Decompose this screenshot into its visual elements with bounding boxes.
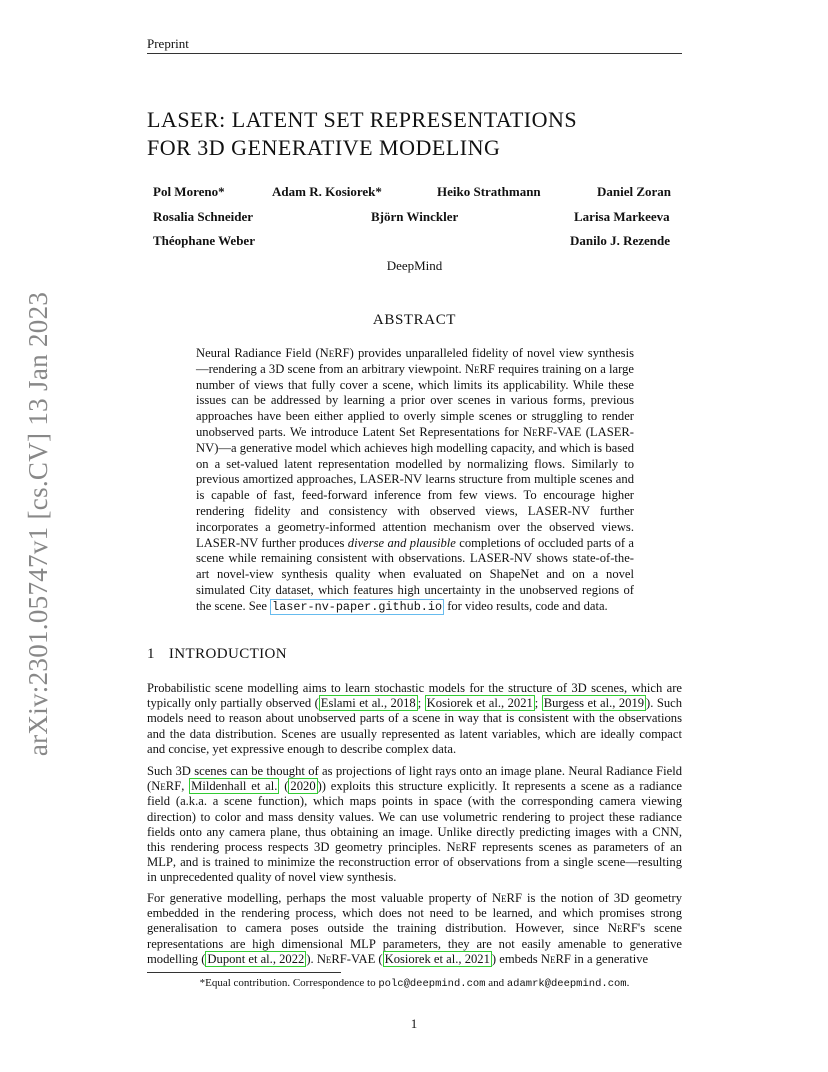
author-name: Björn Winckler [371,208,459,224]
body-text: parameters, they are not easily amenable to generative modelling ( [147,936,682,966]
body-text: ) embeds [491,951,541,966]
affiliation: DeepMind [386,258,443,273]
header-rule [147,53,682,54]
author-name: Larisa Markeeva [574,208,670,224]
paragraph [147,764,682,886]
body-text: For generative modelling, perhaps the most valuable property of [147,891,492,905]
paragraph [147,891,682,967]
body-text: 's scene representations are high dimensional [147,921,682,951]
arxiv-id: arXiv:2301.05747v1 [cs.CV] 13 Jan 2023 [23,291,53,757]
abstract-text: (LASER-NV)—a generative model which achieves high modelling capacity, and which is based on a set-valued latent representation modelled by normalizing flows. Similarly to previous amortized approaches, LASER-NV learns structure from multiple scenes and is capable of fast, feed-forward inference from few views. To encourage higher rendering fidelity and consistency with observed views, LASER-NV further incorporates a geometry-informed attention mechanism over the observed views. LASER-NV further produces [196,424,634,550]
abstract-heading: ABSTRACT [372,312,457,328]
footnote [147,977,682,990]
author-name: Daniel Zoran [597,184,672,199]
citation-link[interactable]: Burgess et al., 2019 [543,696,645,711]
body-text: ). [306,951,317,966]
citation-link[interactable]: 2020 [290,779,316,794]
acronym: NeRF-VAE [523,424,582,439]
acronym: NeRF [464,361,495,376]
paragraph [147,681,682,757]
acronym: NeRF [446,840,477,855]
body-text: ( [279,779,289,794]
footnote-text: . [626,977,630,989]
author-name: Rosalia Schneider [153,208,254,224]
acronym: NeRF [491,891,522,905]
body-text: ). Such models need to reason about unobserved parts of a scene in way that is consistent with the observations and the data distribution. Scenes are usually represented as latent variables, which are ideally compact and concise, yet expressive enough to describe complex data. [147,696,683,756]
paper-title [147,106,577,162]
project-link[interactable]: laser-nv-paper.github.io [272,599,443,614]
citation-link[interactable]: Eslami et al., 2018 [320,696,416,711]
citation-link[interactable]: Mildenhall et al. [191,779,278,794]
title-line-2: FOR 3D GENERATIVE MODELING [147,135,501,160]
email-link[interactable]: polc@deepmind.com [378,978,486,990]
section-heading [147,646,287,663]
footnote-rule [147,972,341,973]
body-text: , [181,779,190,794]
running-header: Preprint [147,36,189,51]
author-name: Pol Moreno* [153,184,225,199]
acronym: NeRF [319,346,350,360]
abstract-text: Neural Radiance Field ( [196,346,320,360]
emphasis: diverse and plausible [347,535,456,550]
body-text: ; [534,696,542,711]
author-row [147,184,682,209]
body-text: ( [375,951,383,966]
title-line-1: LASER: LATENT SET REPRESENTATIONS [147,107,578,132]
section-number: 1 [147,646,155,662]
author-name: Théophane Weber [153,233,255,248]
citation-link[interactable]: Dupont et al., 2022 [207,951,305,966]
body-text: ; [417,696,425,711]
abstract-text: ) provides unparalleled fidelity of novel view synthesis—rendering a 3D scene from an arbitrary viewpoint. [196,346,634,376]
body-text: Such 3D scenes can be thought of as projections of light rays onto an image plane. Neural Radiance Field ( [147,764,682,794]
acronym: MLP [349,936,376,951]
citation-link[interactable]: Kosiorek et al., 2021 [426,696,533,711]
body-text: Probabilistic scene modelling aims to learn stochastic models for the structure of 3D scenes, which are typically only partially observed ( [147,681,682,711]
page-number: 1 [410,1016,418,1031]
author-block [147,184,682,258]
body-text: in a generative [570,951,649,966]
acronym: MLP [147,855,173,870]
acronym: NeRF [151,779,182,794]
author-name: Adam R. Kosiorek* [272,184,382,199]
abstract-text: for video results, code and data. [444,598,608,613]
author-row [147,209,682,234]
footnote-text: and [485,977,507,989]
author-name: Heiko Strathmann [437,184,541,199]
acronym: NeRF [540,951,571,966]
body-text: represents scenes as parameters of an [476,840,682,855]
section-title: INTRODUCTION [168,646,288,662]
email-link[interactable]: adamrk@deepmind.com [506,978,627,990]
body-text: , and is trained to minimize the reconstruction error of observations from a single scene—resulting in unprecedented quality of novel view synthesis. [147,855,682,885]
abstract-text: requires training on a large number of views that fully cover a scene, which limits its applicability. While these issues can be addressed by learning a prior over scenes in various forms, previous approaches have been either applied to overly simple scenes or struggling to render unobserved parts. We introduce Latent Set Representations for [196,361,634,439]
abstract-text: completions of occluded parts of a scene while remaining consistent with observations. LASER-NV shows state-of-the-art novel-view synthesis quality when evaluated on ShapeNet and on a novel simulated City dataset, which features high uncertainty in the unobserved regions of the scene. See [196,535,634,613]
footnote-text: *Equal contribution. Correspondence to [199,977,379,989]
body-text: )) exploits this structure explicitly. It represents a scene as a radiance field (a.k.a. a scene function), which maps points in space (with the corresponding camera viewing direction) to color and mass density values. We can use volumetric rendering to project these radiance fields onto any camera plane, thus obtaining an image. Unlike directly predicting images with a CNN, this rendering process respects 3D geometry principles. [147,779,683,855]
acronym: NeRF [607,921,638,936]
acronym: NeRF-VAE [316,951,376,966]
abstract-body [196,346,634,616]
citation-link[interactable]: Kosiorek et al., 2021 [384,951,490,966]
author-name: Danilo J. Rezende [570,233,671,248]
body-text: is the notion of 3D geometry embedded in the rendering process, which does not need to be learned, and which promises strong generalisation to camera poses outside the training distribution. However, since [147,891,682,936]
author-row [147,233,682,258]
